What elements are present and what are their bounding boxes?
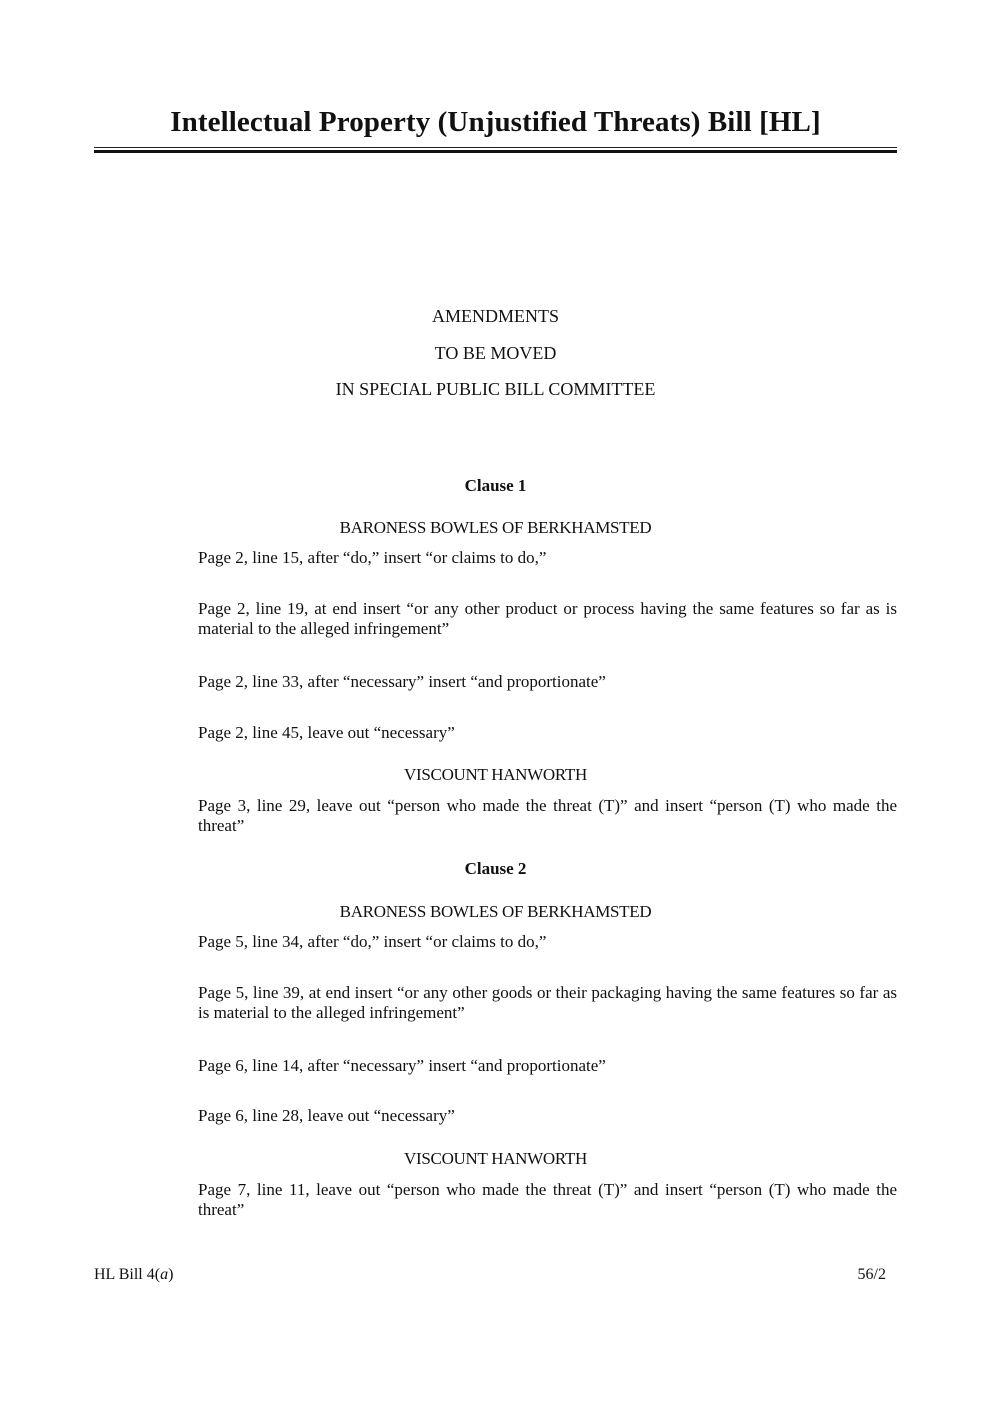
amendment: Page 5, line 34, after “do,” insert “or claims to do,” <box>198 932 547 951</box>
amendment: Page 5, line 39, at end insert “or any other goods or their packaging having the same features so far as is material to the alleged infringement” <box>198 983 897 1022</box>
member-name: BARONESS BOWLES OF BERKHAMSTED <box>339 518 652 537</box>
amendment: Page 2, line 33, after “necessary” insert “and proportionate” <box>198 672 606 691</box>
member-name: VISCOUNT HANWORTH <box>404 765 587 784</box>
bill-ref-italic: a <box>160 1266 169 1283</box>
heading-amendments: AMENDMENTS <box>431 306 559 326</box>
amendment: Page 3, line 29, leave out “person who made the threat (T)” and insert “person (T) who made the threat” <box>198 796 897 835</box>
clause-heading: Clause 1 <box>464 476 527 495</box>
amendment: Page 7, line 11, leave out “person who made the threat (T)” and insert “person (T) who made the threat” <box>198 1180 897 1219</box>
amendment: Page 2, line 45, leave out “necessary” <box>198 723 455 742</box>
bill-title: Intellectual Property (Unjustified Threats) Bill [HL] <box>170 106 821 138</box>
bill-reference <box>94 1266 173 1284</box>
bill-ref-suffix: ) <box>168 1266 174 1283</box>
member-name: VISCOUNT HANWORTH <box>404 1149 587 1168</box>
clause-heading: Clause 2 <box>464 859 527 878</box>
heading-committee: IN SPECIAL PUBLIC BILL COMMITTEE <box>335 379 656 399</box>
amendment: Page 2, line 15, after “do,” insert “or claims to do,” <box>198 548 547 567</box>
member-name: BARONESS BOWLES OF BERKHAMSTED <box>339 902 652 921</box>
title-rule-thin <box>94 147 897 148</box>
bill-ref-prefix: HL Bill 4( <box>94 1266 161 1283</box>
page-code: 56/2 <box>857 1266 886 1283</box>
amendment: Page 6, line 28, leave out “necessary” <box>198 1106 455 1125</box>
heading-to-be-moved: TO BE MOVED <box>434 343 557 363</box>
amendment: Page 2, line 19, at end insert “or any other product or process having the same features so far as is material to the alleged infringement” <box>198 599 897 638</box>
amendment: Page 6, line 14, after “necessary” insert “and proportionate” <box>198 1056 606 1075</box>
title-rule-thick <box>94 150 897 153</box>
